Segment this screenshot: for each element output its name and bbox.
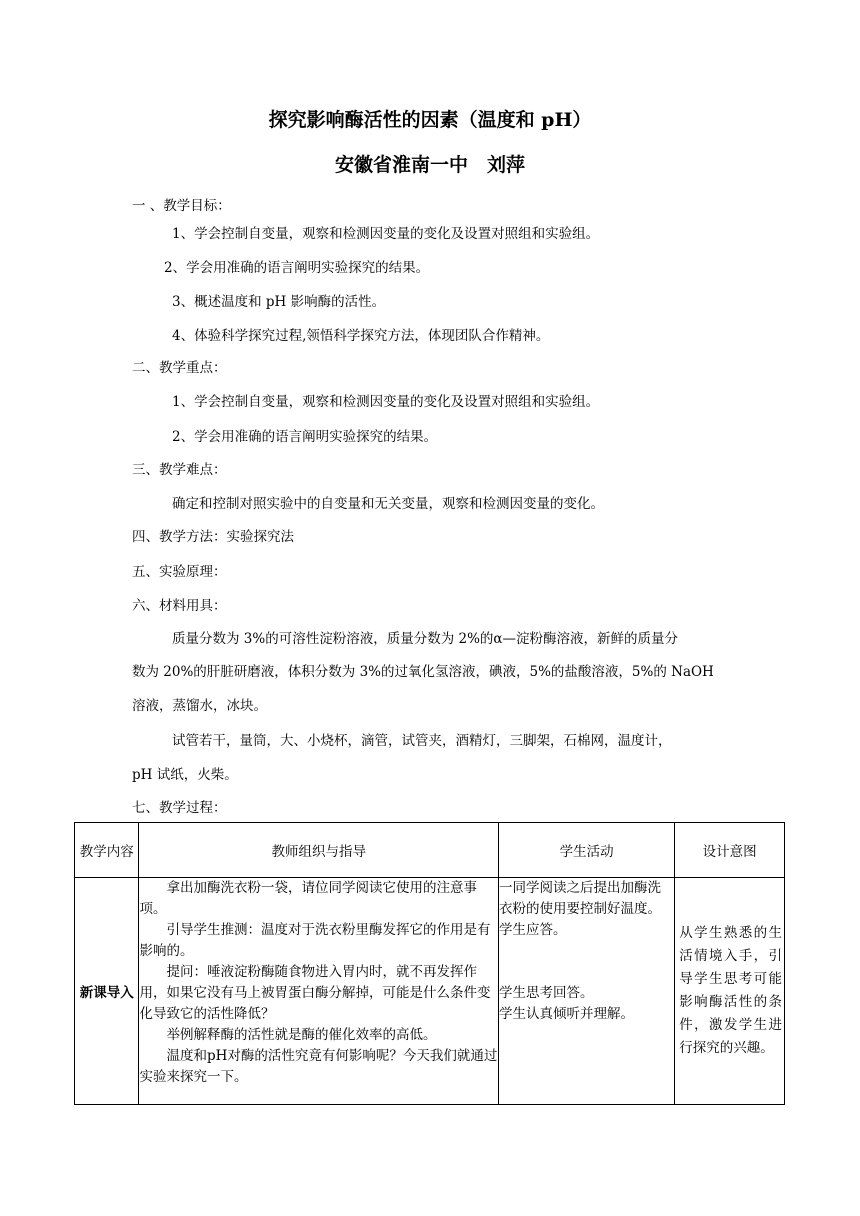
materials-text: pH 试纸，火柴。 [132,767,238,783]
student-paragraph: 学生认真倾听并理解。 [498,1006,634,1022]
teacher-paragraph: 温度和pH对酶的活性究竟有何影响呢？今天我们就通过实验来探究一下。 [139,1048,498,1085]
goal-item: 4、体验科学探究过程,领悟科学探究方法，体现团队合作精神。 [172,328,550,344]
materials-text: 溶液，蒸馏水，冰块。 [132,698,267,714]
table-row [75,878,785,1105]
design-intent-cell [675,878,785,1105]
document-author: 安徽省淮南一中 刘萍 [334,154,525,176]
materials-text: 质量分数为 3%的可溶性淀粉溶液，质量分数为 2%的α—淀粉酶溶液，新鲜的质量分 [172,631,679,647]
document-title: 探究影响酶活性的因素（温度和 pH） [268,109,592,131]
student-activity-cell [498,878,674,1105]
goal-item: 1、学会控制自变量，观察和检测因变量的变化及设置对照组和实验组。 [172,226,600,242]
teaching-process-table [74,822,785,1105]
table-header-row [75,823,785,878]
intent-paragraph: 从学生熟悉的生活情境入手，引导学生思考可能影响酶活性的条件，激发学生进行探究的兴趣。 [679,925,782,1056]
method-line: 四、教学方法：实验探究法 [132,529,294,545]
key-heading: 二、教学重点： [132,360,227,376]
materials-text: 数为 20%的肝脏研磨液，体积分数为 3%的过氧化氢溶液，碘液，5%的盐酸溶液，5%的 NaOH [132,664,714,680]
key-item: 2、学会用准确的语言阐明实验探究的结果。 [172,429,438,445]
header-content: 教学内容 [75,823,139,878]
key-item: 1、学会控制自变量，观察和检测因变量的变化及设置对照组和实验组。 [172,394,600,410]
header-teacher: 教师组织与指导 [139,823,499,878]
goal-item: 2、学会用准确的语言阐明实验探究的结果。 [164,260,430,276]
header-student: 学生活动 [498,823,674,878]
goal-item: 3、概述温度和 pH 影响酶的活性。 [172,294,386,310]
materials-text: 试管若干，量筒，大、小烧杯，滴管，试管夹，酒精灯，三脚架，石棉网，温度计， [172,733,672,749]
student-paragraph: 学生应答。 [498,922,567,938]
teacher-paragraph: 提问：唾液淀粉酶随食物进入胃内时，就不再发挥作用，如果它没有马上被胃蛋白酶分解掉，可能是什么条件变化导致它的活性降低？ [139,964,491,1022]
process-heading: 七、教学过程： [132,800,227,816]
teacher-paragraph: 拿出加酶洗衣粉一袋，请位同学阅读它使用的注意事项。 [139,880,477,917]
materials-heading: 六、材料用具： [132,598,227,614]
header-intent: 设计意图 [675,823,785,878]
teacher-paragraph: 引导学生推测：温度对于洗衣粉里酶发挥它的作用是有影响的。 [139,922,491,959]
teacher-paragraph: 举例解释酶的活性就是酶的催化效率的高低。 [166,1027,437,1043]
difficulty-item: 确定和控制对照实验中的自变量和无关变量，观察和检测因变量的变化。 [172,496,604,512]
student-paragraph: 一同学阅读之后提出加酶洗衣粉的使用要控制好温度。 [498,880,661,917]
difficulty-heading: 三、教学难点： [132,462,227,478]
row-content-cell: 新课导入 [75,878,139,1105]
student-paragraph: 学生思考回答。 [498,985,594,1001]
goals-heading: 一 、教学目标： [132,198,231,214]
principle-heading: 五、实验原理： [132,564,227,580]
teacher-guidance-cell [139,878,499,1105]
